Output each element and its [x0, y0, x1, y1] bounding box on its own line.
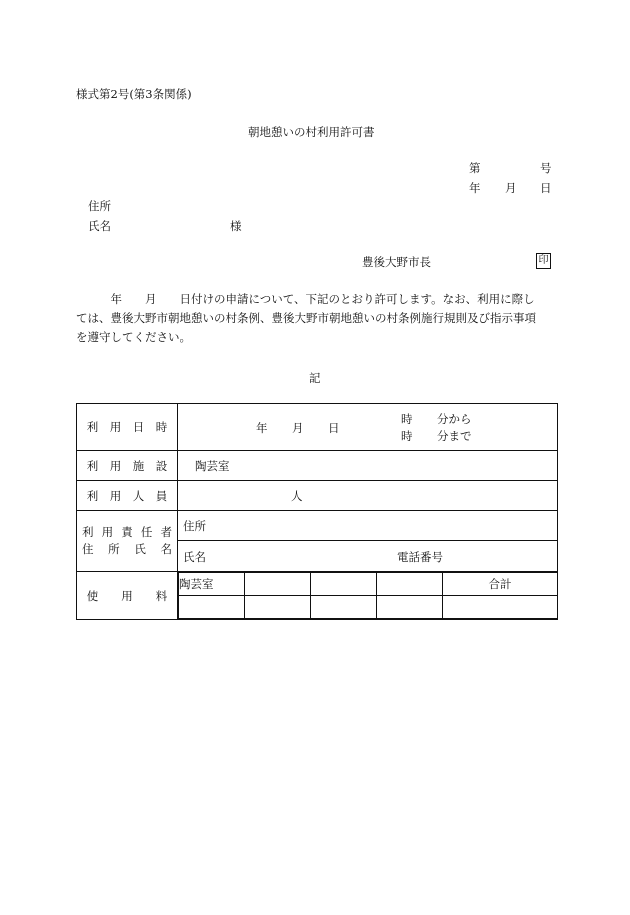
fee-value-4 — [377, 596, 443, 619]
fee-blank-2 — [311, 573, 377, 596]
doc-no-dai: 第 — [469, 161, 481, 175]
facility-value-text: 陶芸室 — [195, 458, 230, 473]
responsible-label-line2: 住所氏名 — [82, 542, 172, 556]
people-label — [77, 481, 178, 511]
recipient-address-label: 住所 — [88, 199, 111, 213]
people-label-text: 利 用 人 員 — [86, 488, 168, 503]
fee-value-1 — [179, 596, 245, 619]
fee-label — [77, 572, 178, 620]
time-to-hour: 時 — [401, 429, 413, 443]
time-from-min: 分から — [437, 412, 472, 426]
form-number: 様式第2号(第3条関係) — [76, 87, 192, 101]
fee-room-text: 陶芸室 — [179, 577, 214, 591]
fee-blank-3 — [377, 573, 443, 596]
fee-value-3 — [311, 596, 377, 619]
fee-value-2 — [245, 596, 311, 619]
document-title: 朝地憩いの村利用許可書 — [248, 125, 375, 139]
issuer-name: 豊後大野市長 — [362, 255, 431, 269]
responsible-name-label: 氏名 — [183, 550, 206, 564]
fee-subtable — [178, 572, 557, 619]
row-responsible-address — [77, 511, 558, 541]
responsible-label — [77, 511, 178, 572]
responsible-label-line1: 利用責任者 — [82, 525, 172, 539]
date-year: 年 — [469, 181, 481, 195]
body-line-2: ては、豊後大野市朝地憩いの村条例、豊後大野市朝地憩いの村条例施行規則及び指示事項 — [76, 311, 536, 325]
fee-total-label — [443, 573, 558, 596]
datetime-cell — [178, 404, 558, 451]
recipient-honorific: 様 — [230, 219, 242, 233]
datetime-label — [77, 404, 178, 451]
date-month: 月 — [505, 181, 517, 195]
use-date-year: 年 — [256, 421, 268, 435]
responsible-address-cell — [178, 511, 558, 541]
responsible-phone-label: 電話番号 — [397, 550, 443, 564]
use-date-month: 月 — [292, 421, 304, 435]
fee-blank-1 — [245, 573, 311, 596]
fee-total-text: 合計 — [488, 577, 512, 591]
body-line-1: 年 月 日付けの申請について、下記のとおり許可します。なお、利用に際し — [76, 292, 535, 306]
people-unit: 人 — [291, 488, 303, 503]
permit-table — [76, 403, 558, 620]
body-line-3: を遵守してください。 — [76, 330, 191, 344]
seal-mark: 印 — [536, 253, 551, 269]
people-value — [178, 481, 558, 511]
fee-room-label — [179, 573, 245, 596]
datetime-label-text: 利 用 日 時 — [86, 420, 168, 434]
fee-cell — [178, 572, 558, 620]
fee-label-text: 使 用 料 — [86, 588, 168, 603]
facility-label-text: 利 用 施 設 — [86, 458, 168, 473]
row-facility — [77, 451, 558, 481]
fee-total-value — [443, 596, 558, 619]
body-paragraph — [76, 290, 556, 347]
facility-value — [178, 451, 558, 481]
recipient-name-label: 氏名 — [88, 219, 111, 233]
time-to-min: 分まで — [437, 429, 472, 443]
ki-heading: 記 — [309, 371, 321, 385]
time-from-hour: 時 — [401, 412, 413, 426]
row-people — [77, 481, 558, 511]
row-fee — [77, 572, 558, 620]
responsible-name-cell — [178, 541, 558, 572]
date-day: 日 — [540, 181, 552, 195]
use-date-day: 日 — [328, 421, 340, 435]
facility-label — [77, 451, 178, 481]
responsible-address-label: 住所 — [183, 518, 206, 533]
doc-no-go: 号 — [540, 161, 552, 175]
row-datetime — [77, 404, 558, 451]
